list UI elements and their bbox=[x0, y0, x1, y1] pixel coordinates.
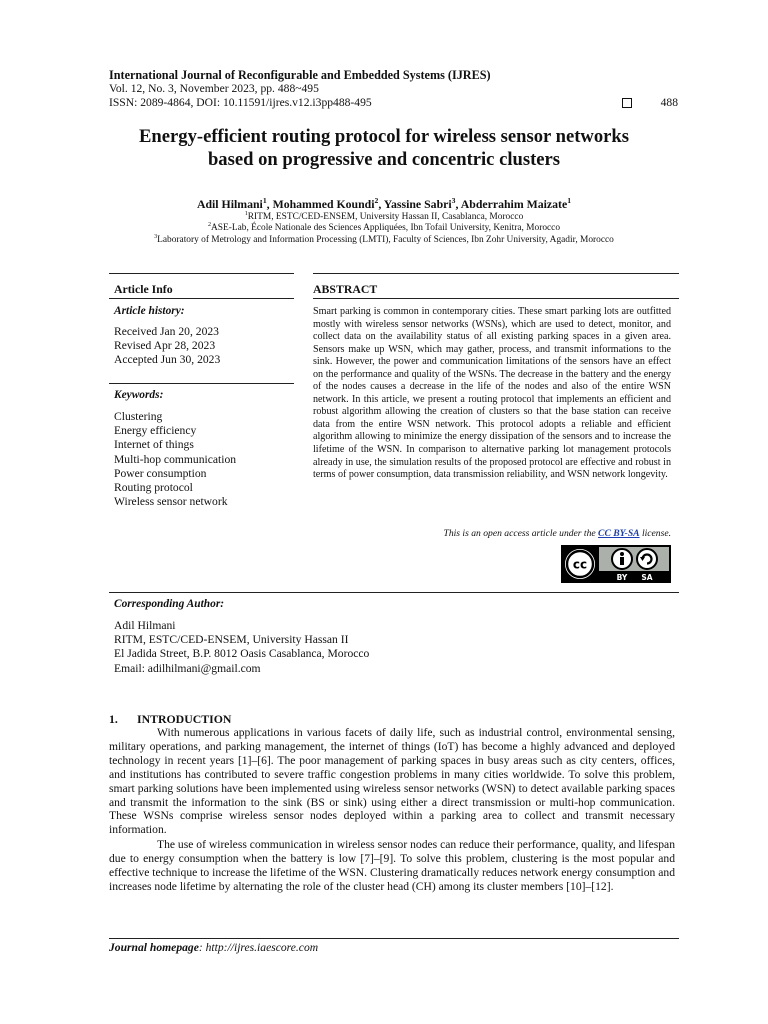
affiliation-sup: 2 bbox=[207, 222, 212, 228]
title-line-2: based on progressive and concentric clusters bbox=[207, 149, 561, 170]
keyword: Energy efficiency bbox=[114, 424, 197, 438]
author-name: Mohammed Koundi bbox=[272, 196, 375, 211]
corresponding-name: Adil Hilmani bbox=[114, 619, 176, 632]
article-info-heading: Article Info bbox=[114, 282, 173, 296]
keyword: Internet of things bbox=[114, 438, 194, 452]
author-separator: , bbox=[455, 196, 461, 211]
corresponding-author-block bbox=[114, 619, 369, 676]
intro-paragraph-1: With numerous applications in various facets of daily life, such as industrial control, environmental sensing, military operations, and parking management, the internet of things (IoT) has become a highly advanced and deployed technology in recent years [1]–[6]. The poor management of parking spaces in busy areas such as city centers, offices, and institutions has contributed to severe traffic congestion problems in many cities worldwide. To solve this problem, smart parking solutions have been implemented using wireless sensor networks (WSN) to detect available parking spaces and transmit the information to the sink (BS or sink) using either a direct transmission or multi-hop communication. These WSNs comprise wireless sensor nodes deployed within a parking area to collect and transmit necessary information. bbox=[109, 726, 675, 837]
affiliation-sup: 1 bbox=[244, 211, 248, 217]
affiliation-sup: 3 bbox=[154, 234, 158, 240]
divider bbox=[109, 298, 294, 299]
keyword: Multi-hop communication bbox=[114, 452, 237, 466]
divider bbox=[109, 592, 679, 593]
open-access-prefix: This is an open access article under the bbox=[443, 528, 599, 539]
article-history-label: Article history: bbox=[114, 305, 185, 317]
keyword-list bbox=[114, 410, 236, 509]
homepage-url[interactable]: : http://ijres.iaescore.com bbox=[198, 941, 319, 954]
author-sup: 1 bbox=[262, 196, 267, 205]
affiliation-text: Laboratory of Metrology and Information Processing (LMTI), Faculty of Sciences, Ibn Zohr University, Agadir, Morocco bbox=[157, 235, 614, 246]
section-number: 1. bbox=[109, 712, 118, 726]
affiliation bbox=[60, 234, 708, 245]
author-sup: 3 bbox=[451, 196, 456, 205]
divider bbox=[313, 273, 679, 274]
corresponding-affiliation: RITM, ESTC/CED-ENSEM, University Hassan II bbox=[114, 633, 349, 647]
open-access-suffix: license. bbox=[639, 528, 671, 539]
corresponding-author-label: Corresponding Author: bbox=[114, 598, 225, 610]
corresponding-address: El Jadida Street, B.P. 8012 Oasis Casablanca, Morocco bbox=[114, 647, 370, 661]
keywords-label: Keywords: bbox=[114, 389, 164, 401]
section-title: INTRODUCTION bbox=[137, 712, 232, 726]
abstract-text: Smart parking is common in contemporary cities. These smart parking lots are outfitted mostly with wireless sensor networks (WSNs), which are used to detect, monitor, and collect data on the availability status of all existing parking spaces in a given area. Sensors make up WSN, which may gather, process, and transmit informations to the sink. However, the power and communication limitations of the sensors have an effect on the performance and quality of the WSNs. The decrease in the battery and the energy of the nodes causes a decrease in the life of the nodes and also of the entire WSN network. In this article, we present a routing protocol that implements an efficient and robust algorithm allowing the creation of clusters so that the base station can receive data from the entire WSN network. This protocol adopts a reliable and efficient algorithm allowing to minimize the energy dissipation of the sensors and to increase the lifetime of the WSN. In comparison to alternative parking lot management protocols already in use, the simulation results of the proposed protocol are effective and robust in terms of power consumption, data transmission reliability, and WSN network longevity. bbox=[313, 306, 671, 481]
homepage-label: Journal homepage bbox=[109, 941, 199, 954]
keyword: Routing protocol bbox=[114, 481, 193, 495]
volume-line: Vol. 12, No. 3, November 2023, pp. 488~495 bbox=[109, 82, 319, 95]
divider bbox=[109, 273, 294, 274]
section-heading bbox=[109, 712, 231, 727]
page-number: 488 bbox=[660, 96, 678, 109]
received-date: Received Jan 20, 2023 bbox=[114, 325, 219, 338]
keyword: Power consumption bbox=[114, 466, 207, 480]
corresponding-email[interactable]: Email: adilhilmani@gmail.com bbox=[114, 661, 261, 675]
keyword: Clustering bbox=[114, 410, 163, 423]
author-sup: 1 bbox=[567, 196, 572, 205]
square-icon bbox=[622, 98, 632, 108]
accepted-date: Accepted Jun 30, 2023 bbox=[114, 353, 221, 366]
affiliation bbox=[60, 211, 708, 222]
journal-title: International Journal of Reconfigurable and Embedded Systems (IJRES) bbox=[109, 68, 491, 82]
author-name: Abderrahim Maizate bbox=[460, 196, 568, 211]
issn-doi-line: ISSN: 2089-4864, DOI: 10.11591/ijres.v12.i3pp488-495 bbox=[109, 96, 372, 109]
author-separator: , bbox=[266, 196, 273, 211]
divider bbox=[109, 383, 294, 384]
paper-title bbox=[80, 125, 688, 171]
cc-by-sa-badge[interactable] bbox=[561, 545, 671, 583]
by-label: BY bbox=[616, 573, 628, 582]
affiliation-text: ASE-Lab, École Nationale des Sciences Appliquées, Ibn Tofail University, Kenitra, Morocco bbox=[211, 223, 561, 234]
affiliation-text: RITM, ESTC/CED-ENSEM, University Hassan II, Casablanca, Morocco bbox=[247, 212, 524, 223]
cc-label: cc bbox=[572, 557, 588, 572]
intro-paragraph-2: The use of wireless communication in wireless sensor nodes can reduce their performance, quality, and lifespan due to energy consumption when the battery is low [7]–[9]. To solve this problem, clustering is the most popular and effective technique to increase the lifetime of the WSN. Clustering dramatically reduces network energy consumption and increases node lifetime by alternating the role of the cluster head (CH) among its cluster members [10]–[12]. bbox=[109, 838, 675, 893]
abstract-heading: ABSTRACT bbox=[313, 282, 378, 296]
divider bbox=[313, 298, 679, 299]
keyword: Wireless sensor network bbox=[114, 495, 228, 509]
author-separator: , bbox=[378, 196, 384, 211]
footer-divider bbox=[109, 938, 679, 939]
open-access-notice bbox=[300, 528, 671, 539]
cc-badge-graphic bbox=[561, 545, 671, 583]
affiliation bbox=[60, 222, 708, 233]
sa-label: SA bbox=[641, 573, 653, 582]
author-sup: 2 bbox=[374, 196, 379, 205]
journal-homepage bbox=[109, 941, 318, 954]
title-line-1: Energy-efficient routing protocol for wireless sensor networks bbox=[139, 126, 629, 147]
cc-by-sa-link[interactable]: CC BY-SA bbox=[598, 528, 640, 539]
author-name: Yassine Sabri bbox=[383, 196, 452, 211]
revised-date: Revised Apr 28, 2023 bbox=[114, 339, 216, 352]
author-name: Adil Hilmani bbox=[196, 196, 263, 211]
author-list bbox=[80, 196, 688, 212]
